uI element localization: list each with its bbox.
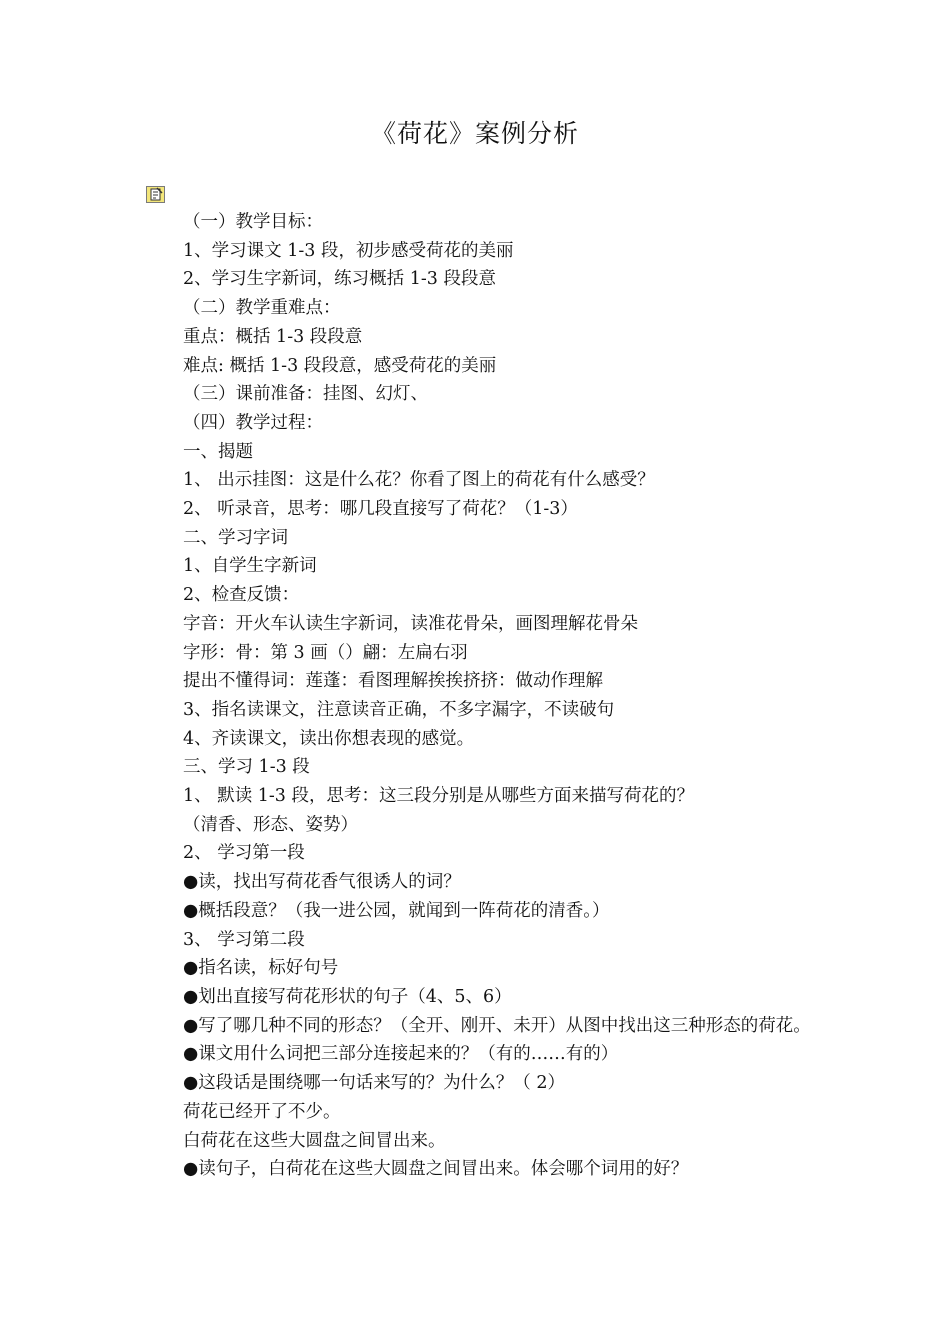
bullet-line: ●划出直接写荷花形状的句子（4、5、6） (183, 986, 512, 1007)
text-line: 一、揭题 (183, 441, 253, 462)
text-line: 字音：开火车认读生字新词，读准花骨朵，画图理解花骨朵 (183, 613, 638, 634)
bullet-line: ●课文用什么词把三部分连接起来的？（有的……有的） (183, 1044, 619, 1065)
text-line: 难点: 概括 1-3 段段意，感受荷花的美丽 (183, 355, 497, 376)
text-line: 2、学习生字新词，练习概括 1-3 段段意 (183, 269, 496, 290)
text-line: 1、 出示挂图：这是什么花？你看了图上的荷花有什么感受？ (183, 470, 655, 491)
text-line: 3、指名读课文，注意读音正确，不多字漏字，不读破句 (183, 699, 615, 720)
text-line: 二、学习字词 (183, 527, 288, 548)
text-line: 1、自学生字新词 (183, 556, 317, 577)
bullet-line: ●指名读，标好句号 (183, 958, 339, 979)
bullet-line: ●概括段意？（我一进公园，就闻到一阵荷花的清香。） (183, 900, 610, 921)
text-line: 字形：骨：第 3 画（）翩：左扁右羽 (183, 642, 468, 663)
document-body (145, 208, 825, 1184)
text-line: 重点：概括 1-3 段段意 (183, 326, 363, 347)
document-title: 《荷花》案例分析 (370, 119, 579, 148)
text-line: 2、 学习第一段 (183, 843, 305, 864)
text-line: 三、学习 1-3 段 (183, 757, 310, 778)
text-line: 2、检查反馈： (183, 585, 300, 606)
section-heading-process: （四）教学过程： (183, 412, 323, 433)
bullet-line: ●读，找出写荷花香气很诱人的词？ (183, 872, 461, 893)
section-heading-preparation: （三）课前准备：挂图、幻灯、 (183, 384, 428, 405)
bullet-line: ●这段话是围绕哪一句话来写的？为什么？（ 2） (183, 1073, 565, 1094)
section-heading-objectives: （一）教学目标： (183, 212, 323, 232)
text-line: 白荷花在这些大圆盘之间冒出来。 (183, 1130, 446, 1151)
text-line: 荷花已经开了不少。 (183, 1101, 341, 1122)
bullet-line: ●读句子，白荷花在这些大圆盘之间冒出来。体会哪个词用的好？ (183, 1159, 689, 1180)
document-pin-icon[interactable] (146, 186, 165, 203)
text-line: 4、齐读课文，读出你想表现的感觉。 (183, 728, 475, 749)
text-line: 提出不懂得词：莲蓬：看图理解挨挨挤挤：做动作理解 (183, 671, 603, 692)
text-line: 2、 听录音，思考：哪几段直接写了荷花？（1-3） (183, 499, 578, 520)
text-line: （清香、形态、姿势） (183, 814, 358, 835)
section-heading-key-points: （二）教学重难点： (183, 298, 341, 319)
text-line: 1、 默读 1-3 段，思考：这三段分别是从哪些方面来描写荷花的？ (183, 786, 695, 807)
text-line: 1、学习课文 1-3 段，初步感受荷花的美丽 (183, 240, 514, 261)
text-line: 3、 学习第二段 (183, 929, 305, 950)
bullet-line: ●写了哪几种不同的形态？（全开、刚开、未开）从图中找出这三种形态的荷花。 (183, 1015, 811, 1036)
